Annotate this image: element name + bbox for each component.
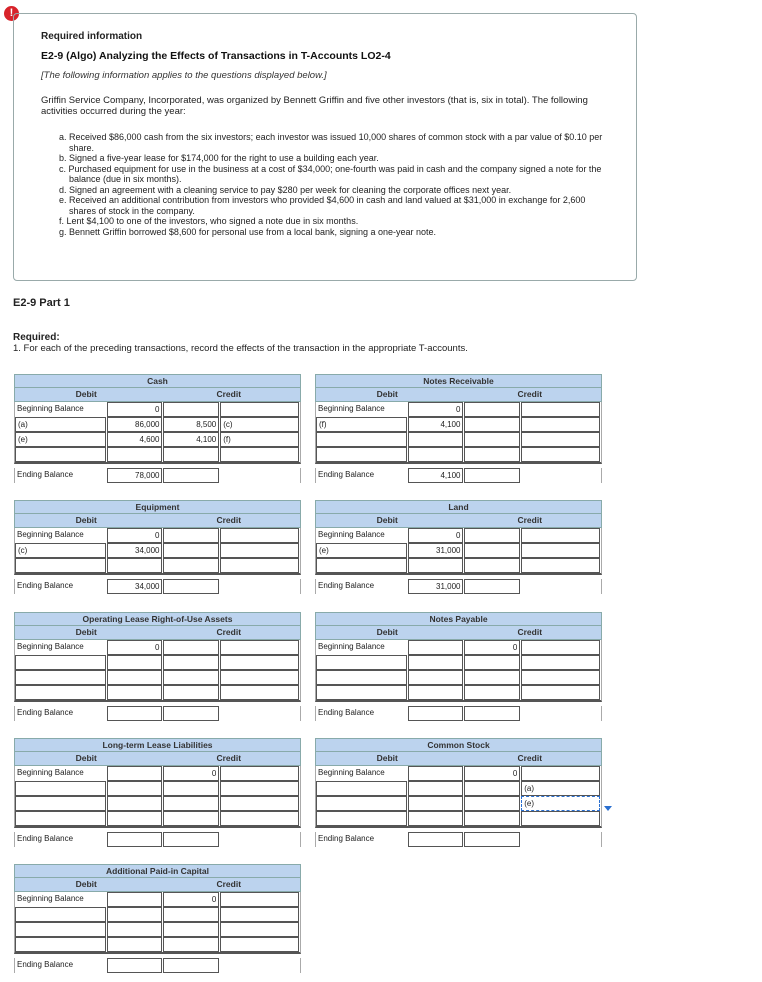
beginning-label: Beginning Balance (15, 402, 106, 417)
transaction-d: d. Signed an agreement with a cleaning service to pay $280 per week for cleaning the corporate offices next year. (59, 184, 512, 195)
account-title: Additional Paid-in Capital (14, 864, 301, 878)
credit-ref[interactable] (521, 655, 600, 670)
t-account-common-stock (315, 738, 602, 847)
info-note: [The following information applies to the questions displayed below.] (41, 70, 327, 81)
ending-debit[interactable]: 34,000 (107, 579, 163, 594)
debit-header: Debit (75, 879, 97, 889)
debit-ref[interactable] (316, 655, 407, 670)
debit-amount[interactable]: 4,100 (408, 417, 464, 432)
t-account-notes-receivable (315, 374, 602, 483)
transaction-c: c. Purchased equipment for use in the business at a cost of $34,000; one-fourth was paid in cash and the company signed a note for the balance (due in six months). (59, 163, 602, 184)
credit-header: Credit (517, 389, 543, 399)
credit-ref[interactable] (521, 528, 600, 543)
credit-ref[interactable] (521, 685, 600, 700)
credit-ref[interactable] (220, 528, 299, 543)
credit-ref[interactable] (220, 766, 299, 781)
debit-header: Debit (75, 753, 97, 763)
credit-amount[interactable] (464, 781, 520, 796)
alert-icon: ! (4, 6, 19, 21)
exercise-heading: E2-9 (Algo) Analyzing the Effects of Transactions in T-Accounts LO2-4 (41, 50, 391, 62)
credit-ref[interactable] (220, 558, 299, 573)
credit-ref[interactable] (220, 402, 299, 417)
part-title: E2-9 Part 1 (13, 297, 70, 309)
debit-amount[interactable] (107, 922, 163, 937)
credit-ref[interactable] (220, 685, 299, 700)
debit-amount[interactable] (408, 655, 464, 670)
account-title: Equipment (14, 500, 301, 514)
ending-debit[interactable]: 78,000 (107, 468, 163, 483)
debit-ref[interactable] (15, 811, 106, 826)
debit-header: Debit (75, 389, 97, 399)
debit-header: Debit (376, 753, 398, 763)
credit-header: Credit (216, 389, 242, 399)
t-account-apic (14, 864, 301, 973)
credit-ref[interactable] (521, 558, 600, 573)
debit-amount[interactable] (107, 811, 163, 826)
ending-label: Ending Balance (15, 958, 106, 973)
credit-header: Credit (216, 753, 242, 763)
credit-amount[interactable] (163, 558, 219, 573)
debit-ref[interactable] (316, 447, 407, 462)
debit-ref[interactable] (15, 937, 106, 952)
ending-debit[interactable]: 31,000 (408, 579, 464, 594)
beginning-label: Beginning Balance (15, 892, 106, 907)
credit-ref[interactable]: (c) (220, 417, 299, 432)
debit-ref[interactable]: (e) (316, 543, 407, 558)
debit-amount[interactable] (107, 655, 163, 670)
debit-amount[interactable] (408, 432, 464, 447)
debit-amount[interactable] (408, 781, 464, 796)
debit-ref[interactable] (316, 685, 407, 700)
credit-ref[interactable] (220, 640, 299, 655)
chevron-down-icon[interactable] (604, 806, 612, 811)
debit-ref[interactable] (15, 670, 106, 685)
debit-amount[interactable] (107, 907, 163, 922)
account-title: Notes Payable (315, 612, 602, 626)
t-account-land (315, 500, 602, 594)
ending-label: Ending Balance (316, 579, 407, 594)
debit-amount[interactable]: 34,000 (107, 543, 163, 558)
ending-credit[interactable] (163, 468, 219, 483)
beginning-credit[interactable] (163, 640, 219, 655)
debit-amount[interactable] (107, 781, 163, 796)
debit-ref[interactable]: (c) (15, 543, 106, 558)
debit-ref[interactable]: (e) (15, 432, 106, 447)
debit-header: Debit (376, 389, 398, 399)
ending-debit[interactable] (408, 832, 464, 847)
credit-ref[interactable] (521, 402, 600, 417)
debit-amount[interactable] (408, 685, 464, 700)
credit-ref[interactable] (521, 640, 600, 655)
t-account-operating-lease (14, 612, 301, 721)
ending-credit[interactable] (464, 832, 520, 847)
account-title: Common Stock (315, 738, 602, 752)
debit-amount[interactable] (408, 796, 464, 811)
credit-amount[interactable] (464, 432, 520, 447)
transactions-list (59, 132, 609, 237)
credit-ref[interactable] (220, 670, 299, 685)
credit-ref[interactable] (521, 811, 600, 826)
credit-amount[interactable] (464, 685, 520, 700)
beginning-debit[interactable]: 0 (107, 402, 163, 417)
ending-label: Ending Balance (15, 706, 106, 721)
debit-header: Debit (75, 627, 97, 637)
debit-ref[interactable] (15, 781, 106, 796)
beginning-credit[interactable] (163, 402, 219, 417)
transaction-g: g. Bennett Griffin borrowed $8,600 for personal use from a local bank, signing a one-year note. (59, 226, 437, 237)
t-account-long-term-lease (14, 738, 301, 847)
required-label: Required: (13, 332, 60, 343)
credit-header: Credit (216, 627, 242, 637)
credit-amount[interactable] (163, 670, 219, 685)
debit-ref[interactable] (316, 558, 407, 573)
ending-debit[interactable]: 4,100 (408, 468, 464, 483)
beginning-credit[interactable]: 0 (464, 766, 520, 781)
beginning-credit[interactable]: 0 (163, 892, 219, 907)
account-title: Operating Lease Right-of-Use Assets (14, 612, 301, 626)
account-title: Notes Receivable (315, 374, 602, 388)
credit-amount[interactable] (163, 922, 219, 937)
debit-ref[interactable] (316, 670, 407, 685)
credit-ref[interactable] (220, 447, 299, 462)
beginning-label: Beginning Balance (15, 528, 106, 543)
debit-ref[interactable] (316, 781, 407, 796)
transaction-b: b. Signed a five-year lease for $174,000 for the right to use a building each year. (59, 153, 379, 163)
credit-amount[interactable] (464, 543, 520, 558)
debit-amount[interactable]: 86,000 (107, 417, 163, 432)
t-account-notes-payable (315, 612, 602, 721)
account-title: Long-term Lease Liabilities (14, 738, 301, 752)
debit-header: Debit (75, 515, 97, 525)
credit-header: Credit (517, 515, 543, 525)
ending-label: Ending Balance (15, 579, 106, 594)
debit-ref[interactable] (15, 796, 106, 811)
debit-amount[interactable] (408, 670, 464, 685)
info-title: Required information (41, 31, 143, 42)
beginning-debit[interactable] (408, 766, 464, 781)
ending-debit[interactable] (107, 832, 163, 847)
account-title: Cash (14, 374, 301, 388)
beginning-label: Beginning Balance (316, 640, 407, 655)
credit-amount[interactable] (163, 937, 219, 952)
ending-label: Ending Balance (15, 468, 106, 483)
credit-amount[interactable] (163, 811, 219, 826)
debit-amount[interactable] (107, 796, 163, 811)
beginning-label: Beginning Balance (15, 640, 106, 655)
credit-amount[interactable] (464, 655, 520, 670)
debit-ref[interactable] (15, 922, 106, 937)
credit-amount[interactable] (464, 796, 520, 811)
credit-amount[interactable] (464, 670, 520, 685)
beginning-debit[interactable]: 0 (408, 528, 464, 543)
ending-credit[interactable] (464, 468, 520, 483)
ending-credit[interactable] (163, 579, 219, 594)
debit-amount[interactable] (107, 937, 163, 952)
debit-amount[interactable] (107, 670, 163, 685)
credit-ref-dropdown[interactable]: (e) (521, 796, 600, 811)
beginning-label: Beginning Balance (15, 766, 106, 781)
credit-ref[interactable] (220, 811, 299, 826)
ending-label: Ending Balance (316, 706, 407, 721)
transaction-f: f. Lent $4,100 to one of the investors, who signed a note due in six months. (59, 216, 359, 226)
debit-ref[interactable]: (a) (15, 417, 106, 432)
credit-amount[interactable]: 4,100 (163, 432, 219, 447)
ending-credit[interactable] (163, 832, 219, 847)
beginning-debit[interactable] (107, 892, 163, 907)
credit-amount[interactable] (464, 417, 520, 432)
beginning-credit[interactable] (163, 528, 219, 543)
debit-ref[interactable] (316, 432, 407, 447)
debit-amount[interactable] (107, 447, 163, 462)
credit-ref[interactable] (220, 781, 299, 796)
required-text: 1. For each of the preceding transactions, record the effects of the transaction in the appropriate T-accounts. (13, 343, 468, 354)
info-paragraph: Griffin Service Company, Incorporated, was organized by Bennett Griffin and five other investors (that is, six in total). The following activities occurred during the year: (41, 95, 588, 117)
debit-amount[interactable] (408, 558, 464, 573)
debit-ref[interactable] (15, 685, 106, 700)
credit-ref[interactable] (220, 543, 299, 558)
debit-amount[interactable] (107, 685, 163, 700)
beginning-debit[interactable] (107, 766, 163, 781)
credit-amount[interactable] (163, 655, 219, 670)
credit-amount[interactable] (464, 811, 520, 826)
credit-amount[interactable] (163, 543, 219, 558)
beginning-label: Beginning Balance (316, 766, 407, 781)
credit-ref[interactable] (220, 655, 299, 670)
credit-header: Credit (216, 515, 242, 525)
credit-amount[interactable] (163, 447, 219, 462)
beginning-label: Beginning Balance (316, 528, 407, 543)
credit-ref[interactable] (220, 937, 299, 952)
debit-header: Debit (376, 515, 398, 525)
credit-ref[interactable] (521, 432, 600, 447)
credit-ref[interactable] (220, 907, 299, 922)
credit-header: Credit (517, 627, 543, 637)
debit-amount[interactable] (408, 447, 464, 462)
ending-credit[interactable] (464, 706, 520, 721)
credit-ref[interactable] (521, 447, 600, 462)
beginning-label: Beginning Balance (316, 402, 407, 417)
ending-debit[interactable] (408, 706, 464, 721)
credit-ref[interactable] (521, 417, 600, 432)
account-title: Land (315, 500, 602, 514)
ending-credit[interactable] (163, 706, 219, 721)
credit-amount[interactable] (163, 907, 219, 922)
debit-ref[interactable] (316, 811, 407, 826)
ending-label: Ending Balance (316, 468, 407, 483)
ending-debit[interactable] (107, 706, 163, 721)
credit-header: Credit (517, 753, 543, 763)
ending-label: Ending Balance (15, 832, 106, 847)
debit-ref[interactable] (15, 558, 106, 573)
credit-header: Credit (216, 879, 242, 889)
debit-header: Debit (376, 627, 398, 637)
credit-ref[interactable] (521, 670, 600, 685)
beginning-debit[interactable] (408, 640, 464, 655)
credit-amount[interactable]: 8,500 (163, 417, 219, 432)
credit-ref[interactable] (521, 766, 600, 781)
t-account-equipment (14, 500, 301, 594)
debit-amount[interactable] (408, 811, 464, 826)
t-account-cash (14, 374, 301, 483)
debit-amount[interactable] (107, 558, 163, 573)
debit-ref[interactable]: (f) (316, 417, 407, 432)
debit-ref[interactable] (15, 447, 106, 462)
beginning-credit[interactable] (464, 402, 520, 417)
beginning-debit[interactable]: 0 (408, 402, 464, 417)
credit-ref[interactable] (220, 892, 299, 907)
credit-ref[interactable]: (a) (521, 781, 600, 796)
ending-debit[interactable] (107, 958, 163, 973)
credit-ref[interactable] (220, 796, 299, 811)
beginning-debit[interactable]: 0 (107, 640, 163, 655)
credit-amount[interactable] (163, 796, 219, 811)
debit-ref[interactable] (15, 655, 106, 670)
debit-amount[interactable]: 31,000 (408, 543, 464, 558)
beginning-credit[interactable]: 0 (163, 766, 219, 781)
credit-amount[interactable] (163, 685, 219, 700)
credit-amount[interactable] (464, 447, 520, 462)
credit-amount[interactable] (163, 781, 219, 796)
debit-ref[interactable] (15, 907, 106, 922)
credit-amount[interactable] (464, 558, 520, 573)
credit-ref[interactable]: (f) (220, 432, 299, 447)
credit-ref[interactable] (521, 543, 600, 558)
transaction-e: e. Received an additional contribution from investors who provided $4,600 in cash and land valued at $31,000 in exchange for 2,600 shares of stock in the company. (59, 195, 586, 216)
ending-label: Ending Balance (316, 832, 407, 847)
beginning-credit[interactable]: 0 (464, 640, 520, 655)
beginning-debit[interactable]: 0 (107, 528, 163, 543)
credit-ref[interactable] (220, 922, 299, 937)
beginning-credit[interactable] (464, 528, 520, 543)
transaction-a: a. Received $86,000 cash from the six investors; each investor was issued 10,000 shares of common stock with a par value of $0.10 per share. (59, 132, 603, 153)
debit-ref[interactable] (316, 796, 407, 811)
ending-credit[interactable] (163, 958, 219, 973)
debit-amount[interactable]: 4,600 (107, 432, 163, 447)
ending-credit[interactable] (464, 579, 520, 594)
